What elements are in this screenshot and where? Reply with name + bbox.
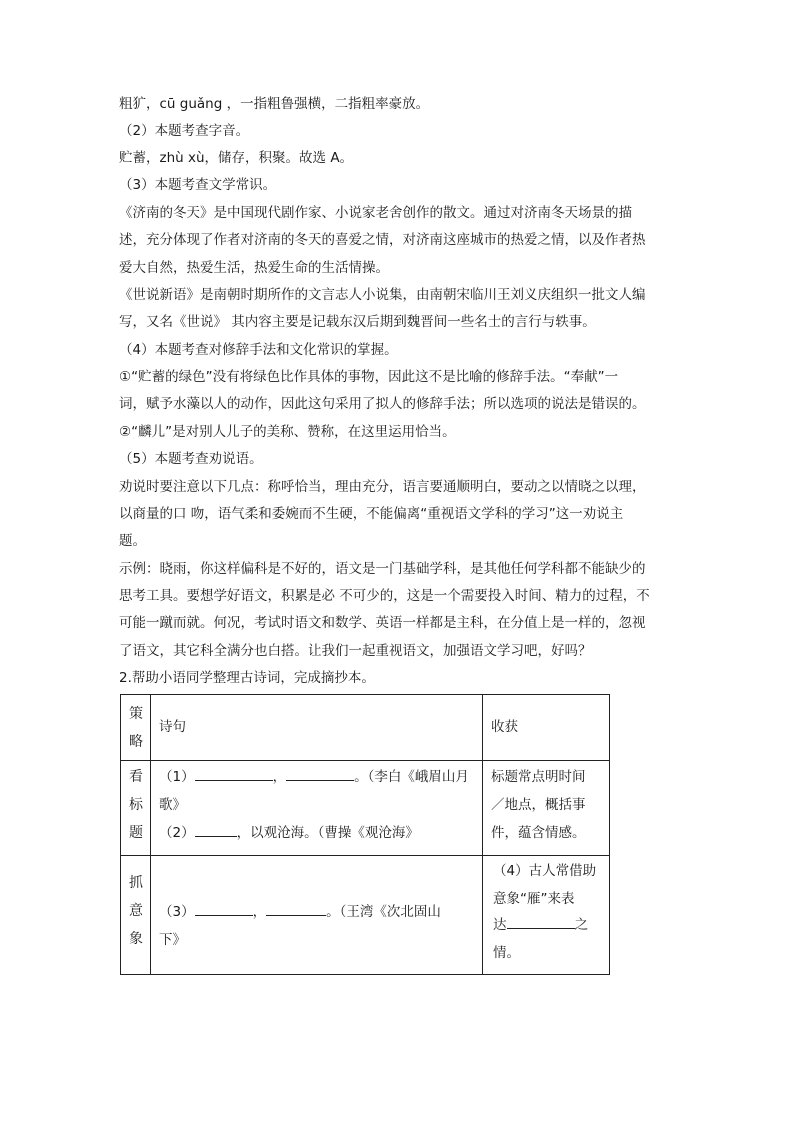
text-line: 贮蓄，zhù xù，储存，积聚。故选 A。 [119, 150, 354, 166]
poem-line-1: （1） ， 。（李白《峨眉山月 [159, 763, 469, 791]
header-harvest: 收获 [491, 719, 518, 735]
text-line: 思考工具。要想学好语文，积累是必 不可少的，这是一个需要投入时间、精力的过程，不 [119, 588, 650, 604]
text-line: （4）本题考查对修辞手法和文化常识的掌握。 [119, 342, 398, 358]
question-2-title: 2.帮助小语同学整理古诗词，完成摘抄本。 [119, 670, 375, 686]
strategy-grasp-imagery: 抓 意 象 [129, 875, 143, 947]
answer-blank-3a[interactable] [195, 901, 253, 916]
text-line: （3）本题考查文学常识。 [119, 177, 277, 193]
harvest-2-l2: 意象“雁”来表 [493, 891, 575, 907]
text-line: 粗犷，cū guǎng ，一指粗鲁强横，二指粗率豪放。 [119, 96, 430, 112]
text-line: 词，赋予水藻以人的动作，因此这句采用了拟人的修辞手法；所以选项的说法是错误的。 [119, 396, 646, 412]
harvest-1-l1: 标题常点明时间 [491, 769, 586, 785]
poem-line-3-cont: 下》 [159, 932, 186, 948]
text-line: （5）本题考查劝说语。 [119, 451, 263, 467]
answer-blank-1b[interactable] [286, 766, 354, 781]
answer-blank-3b[interactable] [266, 901, 326, 916]
harvest-2-l1: （4）古人常借助 [493, 863, 597, 879]
harvest-2-l3: 达 之 [493, 911, 588, 939]
answer-blank-2[interactable] [195, 822, 237, 837]
strategy-read-title: 看 标 题 [129, 769, 143, 841]
text-line: 可能一蹴而就。何况，考试时语文和数学、英语一样都是主科，在分值上是一样的，忽视 [119, 615, 646, 631]
harvest-2-l4: 情。 [493, 945, 520, 961]
text-line: 以商量的口 吻，语气柔和委婉而不生硬，不能偏离“重视语文学科的学习”这一劝说主 [119, 506, 624, 522]
poem-line-3: （3） ， 。（王湾《次北固山 [159, 898, 441, 926]
text-line: 《济南的冬天》是中国现代剧作家、小说家老舍创作的散文。通过对济南冬天场景的描 [119, 205, 632, 221]
poem-line-2: （2） ，以观沧海。（曹操《观沧海》 [159, 819, 419, 847]
text-line: ②“麟儿”是对别人儿子的美称、赞称，在这里运用恰当。 [119, 424, 456, 440]
answer-blank-1a[interactable] [195, 766, 273, 781]
harvest-1-l2: ／地点，概括事 [491, 797, 586, 813]
text-line: 述，充分体现了作者对济南的冬天的喜爱之情，对济南这座城市的热爱之情，以及作者热 [119, 232, 646, 248]
text-line: 《世说新语》是南朝时期所作的文言志人小说集，由南朝宋临川王刘义庆组织一批文人编 [119, 287, 646, 303]
table-divider [121, 855, 609, 856]
text-line: 爱大自然，热爱生活，热爱生命的生活情操。 [119, 260, 389, 276]
text-line: 劝说时要注意以下几点：称呼恰当，理由充分，语言要通顺明白，要动之以情晓之以理， [119, 479, 646, 495]
poetry-notebook-table [120, 694, 610, 975]
table-divider [121, 760, 609, 761]
text-line: （2）本题考查字音。 [119, 123, 250, 139]
answer-blank-4[interactable] [507, 914, 575, 929]
header-strategy: 策 略 [129, 706, 143, 750]
text-line: ①“贮蓄的绿色”没有将绿色比作具体的事物，因此这不是比喻的修辞手法。“奉献”一 [119, 369, 619, 385]
table-divider [150, 695, 151, 974]
harvest-1-l3: 件，蕴含情感。 [491, 825, 586, 841]
text-line: 写，又名《世说》 其内容主要是记载东汉后期到魏晋间一些名士的言行与轶事。 [119, 314, 596, 330]
poem-line-1-cont: 歌》 [159, 797, 186, 813]
table-divider [482, 695, 483, 974]
header-poem: 诗句 [159, 719, 186, 735]
text-line: 题。 [119, 533, 146, 549]
text-line: 了语文，其它科全满分也白搭。让我们一起重视语文，加强语文学习吧，好吗？ [119, 643, 592, 659]
text-line: 示例：晓雨，你这样偏科是不好的，语文是一门基础学科，是其他任何学科都不能缺少的 [119, 561, 646, 577]
